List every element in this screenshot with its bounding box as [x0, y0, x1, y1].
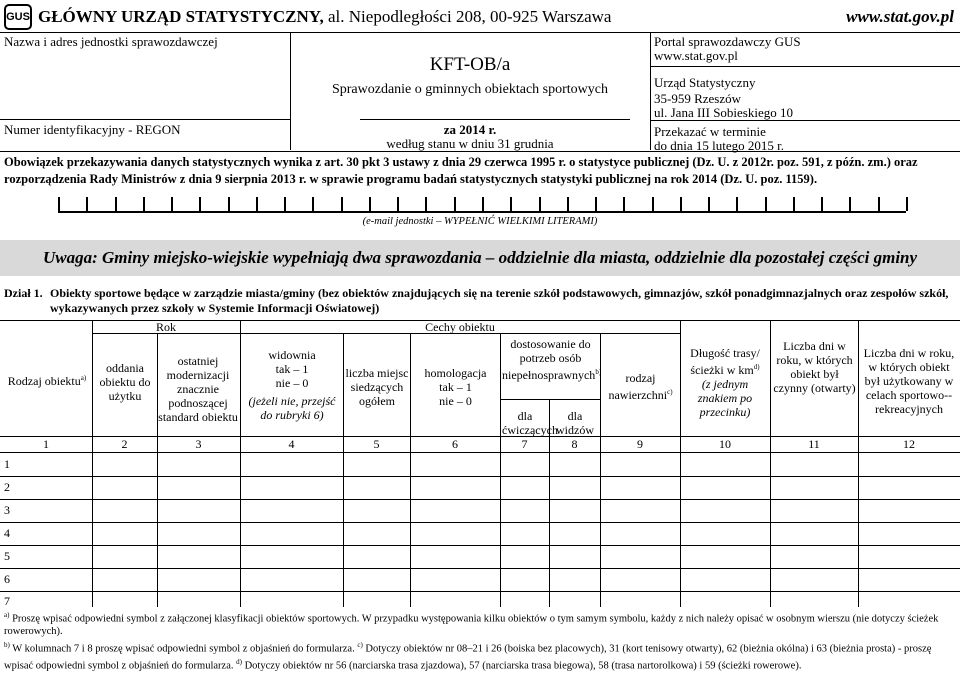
col-number: 10	[719, 437, 731, 451]
col-number: 8	[571, 437, 578, 451]
email-comb-tick	[652, 197, 654, 211]
col-header-dni-czynny: Liczba dni w roku, w których obiekt był czynny (otwarty)	[773, 339, 856, 395]
col-header-oddania: oddania obiektu do użytku	[99, 361, 151, 403]
col-header-liczba-miejsc: liczba miejsc siedzących ogółem	[345, 366, 409, 408]
row-number: 5	[4, 549, 10, 563]
col-header-rodzaj: Rodzaj obiektu$^{a)}$	[7, 374, 87, 388]
regon-label: Numer identyfikacyjny - REGON	[4, 122, 181, 137]
email-comb-tick	[454, 197, 456, 211]
footnote-b-c: $^{b)}$ W kolumnach 7 i 8 proszę wpisać odpowiedni symbol z objaśnień do formularza. $^{c)}$ Dotyczy obiektów nr 08–21 i 26 (boiska bez placowych), 31 (kort tenisowy otwarty), 62 (bieżnia okólna) i 63 (bieżnia prosta) - proszę wpisać odpowiedni symbol z objaśnień do formularza. $^{d)}$ Dotyczy obiektów nr 56 (narciarska trasa zjazdowa), 57 (narciarska trasa biegowa), 58 (trasa nartorolkowa) i 59 (ścieżki rowerowe).	[4, 640, 932, 671]
office-name: GŁÓWNY URZĄD STATYSTYCZNY,	[38, 7, 324, 26]
email-label: (e-mail jednostki – WYPEŁNIĆ WIELKIMI LITERAMI)	[362, 216, 598, 227]
group-header-rok: Rok	[155, 320, 176, 334]
right-divider-2	[650, 120, 960, 121]
col-header-dni-sport: Liczba dni w roku, w których obiekt był użytkowany w celach sportowo--rekreacyjnych	[863, 346, 955, 416]
email-comb-tick	[115, 197, 117, 211]
email-comb-tick	[595, 197, 597, 211]
report-status-date: według stanu w dniu 31 grudnia	[386, 136, 554, 151]
section-label: Dział 1.	[4, 286, 43, 300]
row-number: 2	[4, 480, 10, 494]
col-number: 12	[903, 437, 915, 451]
email-comb-tick	[821, 197, 823, 211]
email-comb-tick	[425, 197, 427, 211]
col-number: 11	[808, 437, 820, 451]
row-number: 3	[4, 503, 10, 517]
header-url-link[interactable]: www.stat.gov.pl	[846, 7, 954, 26]
center-divider	[360, 119, 630, 120]
col-number: 7	[521, 437, 528, 451]
regon-divider	[0, 119, 290, 120]
data-table	[0, 320, 960, 607]
row-number: 4	[4, 526, 10, 540]
email-comb-tick	[256, 197, 258, 211]
email-comb-tick	[171, 197, 173, 211]
col-number: 3	[195, 437, 202, 451]
email-comb-tick	[906, 197, 908, 211]
col-header-modernizacja: ostatniej modernizacji znacznie podnoszącej standard obiektu	[158, 354, 238, 424]
col-header-dostosowanie: dostosowanie do potrzeb osób niepełnosprawnych$^{b)}$	[502, 337, 602, 382]
row-number: 6	[4, 572, 10, 586]
col-number: 2	[121, 437, 128, 451]
name-address-field[interactable]	[0, 50, 290, 116]
form-code: KFT-OB/a	[429, 54, 511, 75]
col-number: 9	[637, 437, 643, 451]
col-number: 5	[373, 437, 380, 451]
footnote-a: $^{a)}$ Proszę wpisać odpowiedni symbol z załączonej klasyfikacji obiektów sportowych. W przypadku występowania kilku obiektów o tym samym symbolu, każdy z nich należy opisać w osobnym wierszu (nie dotyczy ścieżek rowerowych).	[4, 611, 939, 637]
col-header-homologacja: homologacja tak – 1 nie – 0	[424, 366, 487, 408]
portal-url-link[interactable]: www.stat.gov.pl	[654, 48, 738, 63]
report-period: za 2014 r.	[443, 122, 497, 137]
email-comb-tick	[86, 197, 88, 211]
email-comb-tick	[708, 197, 710, 211]
header-divider	[0, 32, 960, 33]
deadline-label: Przekazać w terminie	[654, 124, 766, 139]
email-comb-tick	[312, 197, 314, 211]
legal-obligation: Obowiązek przekazywania danych statystycznych wynika z art. 30 pkt 3 ustawy z dnia 29 czerwca 1995 r. o statystyce publicznej (Dz. U. z 2012r. poz. 591, z późn. zm.) oraz rozporządzenia Rady Ministrów z dnia 9 sierpnia 2013 r. w sprawie programu badań statystycznych statystyki publicznej na rok 2014 (Dz. U. poz. 1159).	[4, 155, 918, 186]
portal-name: Portal sprawozdawczy GUS	[654, 34, 801, 49]
email-comb-tick	[849, 197, 851, 211]
email-comb-tick	[793, 197, 795, 211]
deadline-date: do dnia 15 lutego 2015 r.	[654, 138, 784, 153]
email-comb-tick	[680, 197, 682, 211]
office-line-2: 35-959 Rzeszów	[654, 91, 742, 106]
right-box-border	[650, 32, 651, 150]
header-bottom-divider	[0, 151, 960, 152]
email-comb-tick	[58, 197, 60, 211]
notice-banner: Uwaga: Gminy miejsko-wiejskie wypełniają dwa sprawozdania – oddzielnie dla miasta, oddzielnie dla pozostałej części gminy	[0, 240, 960, 276]
col-number: 4	[288, 437, 295, 451]
col-header-dla-cwiczacych: dla ćwiczących	[502, 409, 558, 437]
email-comb-tick	[341, 197, 343, 211]
footnotes	[4, 609, 954, 673]
email-comb-tick	[878, 197, 880, 211]
form-title: Sprawozdanie o gminnych obiektach sportowych	[331, 82, 609, 97]
name-address-label: Nazwa i adres jednostki sprawozdawczej	[4, 34, 218, 49]
email-comb-tick	[143, 197, 145, 211]
office-line-3: ul. Jana III Sobieskiego 10	[654, 105, 794, 120]
email-comb-tick	[284, 197, 286, 211]
email-comb-tick	[623, 197, 625, 211]
office-header	[38, 7, 611, 27]
right-divider-1	[650, 66, 960, 67]
email-comb-tick	[228, 197, 230, 211]
email-comb-tick	[567, 197, 569, 211]
email-comb-tick	[510, 197, 512, 211]
office-address: al. Niepodległości 208, 00-925 Warszawa	[323, 7, 612, 26]
row-number: 1	[4, 457, 10, 471]
row-number: 7	[4, 594, 10, 608]
office-line-1: Urząd Statystyczny	[654, 75, 756, 90]
col-header-nawierzchnia: rodzaj nawierzchni$^{c)}$	[608, 371, 673, 402]
col-number: 1	[43, 437, 49, 451]
email-comb-tick	[369, 197, 371, 211]
email-comb-tick	[482, 197, 484, 211]
group-header-cechy: Cechy obiektu	[425, 320, 495, 334]
email-comb-tick	[397, 197, 399, 211]
email-comb-tick	[736, 197, 738, 211]
email-comb-tick	[765, 197, 767, 211]
col-header-dla-widzow: dla widzów	[556, 409, 594, 437]
col-header-dlugosc: Długość trasy/ ścieżki w $km^{d)}$ (z jednym znakiem po przecinku)	[690, 346, 760, 419]
col-header-widownia: widownia tak – 1 nie – 0 (jeżeli nie, przejść do rubryki 6)	[248, 348, 336, 422]
gus-logo: GUS	[4, 4, 32, 30]
email-comb-tick	[199, 197, 201, 211]
email-input-comb[interactable]	[58, 197, 906, 213]
email-comb-tick	[539, 197, 541, 211]
col-number: 6	[452, 437, 458, 451]
section-description: Obiekty sportowe będące w zarządzie miasta/gminy (bez obiektów znajdujących się na terenie szkół podstawowych, gimnazjów, szkół ponadgimnazjalnych oraz zespołów szkół, wykazywanych przez szkoły w Systemie Informacji Oświatowej)	[50, 286, 949, 315]
